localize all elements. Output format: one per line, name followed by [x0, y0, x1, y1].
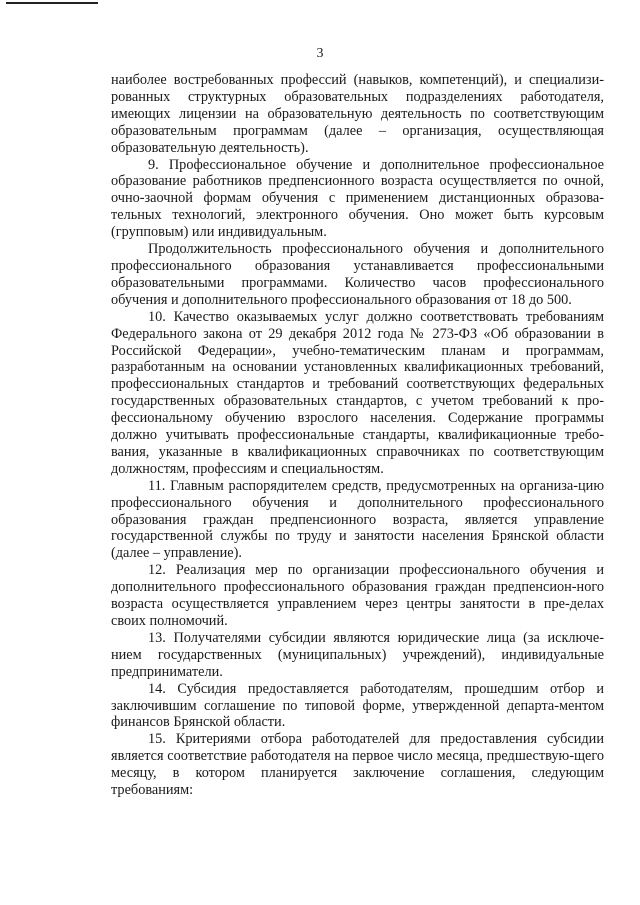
paragraph-13: 13. Получателями субсидии являются юридические лица (за исключе-нием государственных (муниципальных) учреждений), индивидуальные предприниматели.: [111, 629, 604, 680]
paragraph-continuation: наиболее востребованных профессий (навыков, компетенций), и специализи-рованных структурных образовательных подразделениях работодателя, имеющих лицензии на образовательную деятельность по соответствующим образовательным программам (далее – организация, осуществляющая образовательную деятельность).: [111, 72, 604, 156]
page-number: 3: [316, 46, 324, 61]
paragraph-9-duration: Продолжительность профессионального обучения и дополнительного профессионального образования устанавливается профессиональными образовательными программами. Количество часов профессионального обучения и дополнительного профессионального образования от 18 до 500.: [111, 241, 604, 308]
paragraph-15: 15. Критериями отбора работодателей для предоставления субсидии является соответствие работодателя на первое число месяца, предшествую-щего месяцу, в котором планируется заключение соглашения, следующим требованиям:: [111, 731, 604, 799]
paragraph-14: 14. Субсидия предоставляется работодателям, прошедшим отбор и заключившим соглашение по типовой форме, утвержденной департа-ментом финансов Брянской области.: [111, 680, 604, 731]
document-body: [111, 72, 604, 799]
top-rule: [6, 2, 98, 4]
paragraph-11: 11. Главным распорядителем средств, предусмотренных на организа-цию профессионального обучения и дополнительного профессионального образования граждан предпенсионного возраста, является управление государственной службы по труду и занятости населения Брянской области (далее – управление).: [111, 477, 604, 562]
paragraph-12: 12. Реализация мер по организации профессионального обучения и дополнительного профессионального образования граждан предпенсион-ного возраста осуществляется управлением через центры занятости в пре-делах своих полномочий.: [111, 562, 604, 629]
paragraph-10: 10. Качество оказываемых услуг должно соответствовать требованиям Федерального закона от 29 декабря 2012 года № 273-ФЗ «Об образовании в Российской Федерации», учебно-тематическим планам и программам, разработанным на основании установленных квалификационных требований, профессиональных стандартов и требований соответствующих федеральных государственных образовательных стандартов, с учетом требований к про-фессиональному обучению взрослого населения. Содержание программы должно учитывать профессиональные стандарты, квалификационные требо-вания, указанные в квалификационных справочниках по соответствующим должностям, профессиям и специальностям.: [111, 308, 604, 477]
paragraph-9: 9. Профессиональное обучение и дополнительное профессиональное образование работников предпенсионного возраста осуществляется по очной, очно-заочной формам обучения с применением дистанционных образова-тельных технологий, электронного обучения. Оно может быть курсовым (групповым) или индивидуальным.: [111, 156, 604, 241]
